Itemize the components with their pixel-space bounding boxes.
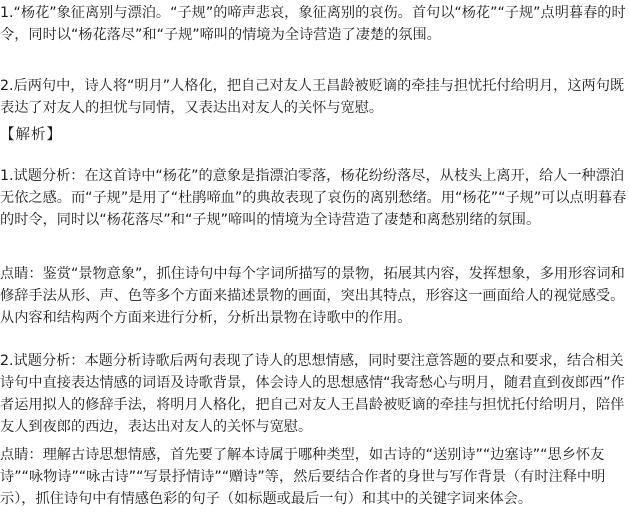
- tip-paragraph-1: 点睛：鉴赏“景物意象”，抓住诗句中每个字词所描写的景物，拓展其内容，发挥想象，多用形容词和修辞手法从形、声、色等多个方面来描述景物的画面，突出其特点，形容这一画面给人的视觉感受。从内容和结构两个方面来进行分析，分析出景物在诗歌中的作用。: [0, 266, 625, 326]
- analysis-paragraph-2: 2.试题分析：本题分析诗歌后两句表现了诗人的思想情感，同时要注意答题的要点和要求，结合相关诗句中直接表达情感的词语及诗歌背景，体会诗人的思想感情“我寄愁心与明月，随君直到夜郎西”作者运用拟人的修辞手法，将明月人格化，把自己对友人王昌龄被贬谪的牵挂与担忧托付给明月，陪伴友人到夜郎的西边，表达出对友人的关怀与宽慰。: [0, 353, 625, 435]
- answer-paragraph-2: 2.后两句中，诗人将“明月”人格化，把自己对友人王昌龄被贬谪的牵挂与担忧托付给明月，这两句既表达了对友人的担忧与同情，又表达出对友人的关怀与宽慰。: [0, 78, 625, 116]
- answer-paragraph-1: 1.“杨花”象征离别与漂泊。“子规”的啼声悲哀，象征离别的哀伤。首句以“杨花”“子规”点明暮春的时令，同时以“杨花落尽”和“子规”啼叫的情境为全诗营造了凄楚的氛围。: [0, 5, 626, 43]
- analysis-paragraph-1: 1.试题分析：在这首诗中“杨花”的意象是指漂泊零落，杨花纷纷落尽，从枝头上离开，给人一种漂泊无依之感。而“子规”是用了“杜鹃啼血”的典故表现了哀伤的离别愁绪。用“杨花”“子规”可以点明暮春的时令，同时以“杨花落尽”和“子规”啼叫的情境为全诗营造了凄楚和离愁别绪的氛围。: [0, 168, 627, 228]
- analysis-heading: 【解析】: [0, 127, 62, 143]
- tip-paragraph-2: 点睛：理解古诗思想情感，首先要了解本诗属于哪种类型，如古诗的“送别诗”“边塞诗”“思乡怀友诗”“咏物诗”“咏古诗”“写景抒情诗”“赠诗”等，然后要结合作者的身世与写作背景（有时注释中明示），抓住诗句中有情感色彩的句子（如标题或最后一句）和其中的关键字词来体会。: [0, 447, 606, 507]
